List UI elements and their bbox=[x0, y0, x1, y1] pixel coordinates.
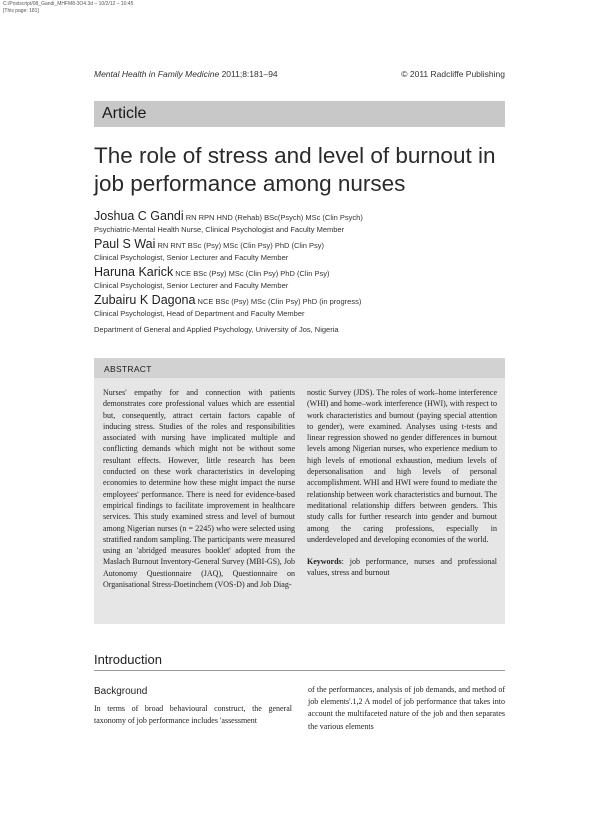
abstract-heading: ABSTRACT bbox=[104, 364, 152, 374]
abstract-right-text: nostic Survey (JDS). The roles of work–home interference (WHI) and home–work interference (HWI), with respect to work characteristics and burnout (paying special attention to gender), were examined. Analyses using t-tests and linear regression showed no gender differences in burnout levels among Nigerian nurses, who experience medium to high levels of emotional exhaustion, medium levels of depersonalisation and high levels of personal accomplishment. WHI and HWI were found to mediate the relationship between work characteristics and burnout. The meditational relationship differs between genders. This study calls for further research into gender and burnout among the caring professions, especially in underdeveloped and developing economies of the world. bbox=[307, 388, 497, 544]
keywords bbox=[307, 556, 497, 579]
author-credentials: RN RPN HND (Rehab) BSc(Psych) MSc (Clin Psych) bbox=[183, 213, 363, 222]
author-name: Joshua C Gandi bbox=[94, 209, 184, 223]
keywords-label: Keywords bbox=[307, 557, 342, 567]
author-3 bbox=[94, 265, 514, 290]
article-title: The role of stress and level of burnout in job performance among nurses bbox=[94, 143, 496, 196]
author-role: Clinical Psychologist, Senior Lecturer and Faculty Member bbox=[94, 253, 289, 262]
file-path: C:/Postscript/08_Gandi_MHFM8-3O4.3d – 10/2/12 – 10:45 bbox=[3, 1, 134, 7]
keywords-text: : job performance, nurses and professional values, stress and burnout bbox=[307, 557, 497, 578]
file-info bbox=[3, 1, 133, 15]
article-type: Article bbox=[102, 105, 147, 122]
abstract-box bbox=[94, 358, 505, 624]
subsection-heading-background: Background bbox=[94, 686, 148, 697]
citation: 2011;8:181–94 bbox=[219, 69, 278, 79]
author-role: Clinical Psychologist, Head of Department and Faculty Member bbox=[94, 309, 305, 318]
body-right-column: of the performances, analysis of job demands, and method of job elements'.1,2 A model of job performance that takes into account the multifaceted nature of the job and then separates the various elements bbox=[308, 685, 505, 731]
author-4 bbox=[94, 293, 514, 318]
journal-citation bbox=[94, 69, 278, 79]
section-heading-introduction: Introduction bbox=[94, 652, 162, 667]
author-1 bbox=[94, 209, 514, 234]
article-type-band bbox=[94, 101, 505, 127]
section-divider bbox=[94, 670, 505, 671]
department-affiliation: Department of General and Applied Psychology, University of Jos, Nigeria bbox=[94, 325, 339, 334]
author-role: Clinical Psychologist, Senior Lecturer and Faculty Member bbox=[94, 281, 289, 290]
author-name: Haruna Karick bbox=[94, 265, 174, 279]
author-credentials: NCE BSc (Psy) MSc (Clin Psy) PhD (Clin Psy) bbox=[173, 269, 330, 278]
copyright: © 2011 Radcliffe Publishing bbox=[401, 69, 505, 79]
author-name: Zubairu K Dagona bbox=[94, 293, 196, 307]
abstract-right-column bbox=[307, 387, 497, 579]
author-credentials: NCE BSc (Psy) MSc (Clin Psy) PhD (in progress) bbox=[195, 297, 362, 306]
running-head bbox=[94, 69, 505, 79]
author-credentials: RN RNT BSc (Psy) MSc (Clin Psy) PhD (Clin Psy) bbox=[155, 241, 325, 250]
author-2 bbox=[94, 237, 514, 262]
journal-name: Mental Health in Family Medicine bbox=[94, 69, 220, 79]
abstract-left-column: Nurses' empathy for and connection with patients demonstrates core professional values which are essential but, consequently, attract certain factors capable of inducing stress. Studies of the roles and responsibilities associated with nursing have implicated multiple and conflicting demands which might not be without some resultant effects. However, little research has been conducted on these work characteristics in developing economies to determine how these might impact the nurse employees' performance. There is need for evidence-based empirical findings to facilitate improvement in healthcare services. This study examined stress and level of burnout among Nigerian nurses (n = 2245) who were selected using stratified random sampling. The participants were measured using an 'abridged measures booklet' adopted from the Maslach Burnout Inventory-General Survey (MBI-GS), Job Autonomy Questionnaire (JAQ), Questionnaire on Organisational Stress-Doetinchem (VOS-D) and Job Diag- bbox=[103, 388, 296, 590]
abstract-header bbox=[94, 358, 505, 378]
author-role: Psychiatric-Mental Health Nurse, Clinical Psychologist and Faculty Member bbox=[94, 225, 345, 234]
body-left-column: In terms of broad behavioural construct, the general taxonomy of job performance includes 'assessment bbox=[94, 704, 292, 726]
author-name: Paul S Wai bbox=[94, 237, 156, 251]
page-note: [This page: 181] bbox=[3, 8, 39, 14]
